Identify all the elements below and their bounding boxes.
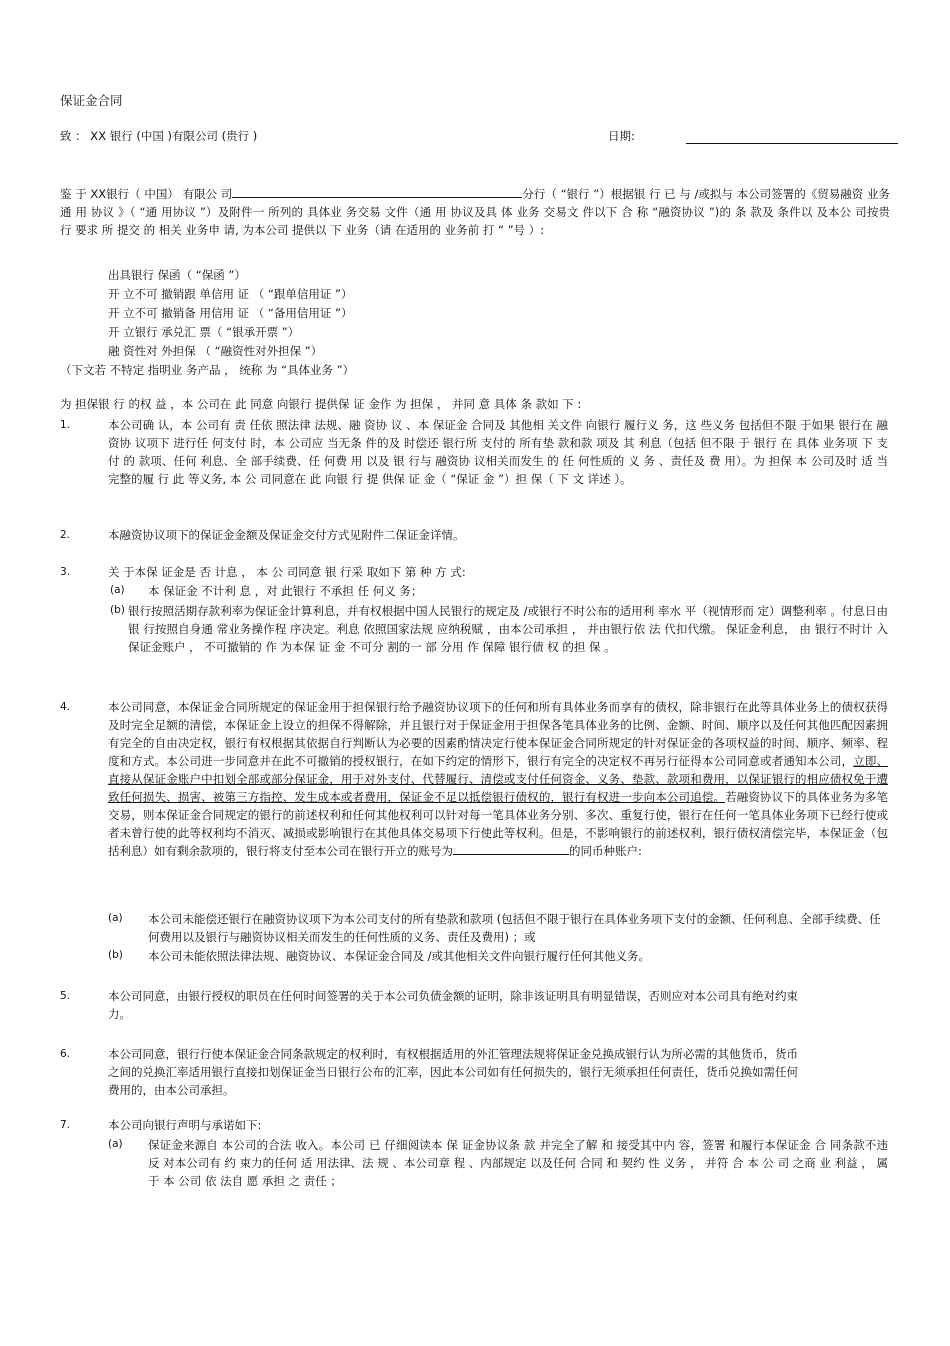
preamble: 为 担保银 行 的权 益 ，本 公司在 此 同意 向银行 提供保 证 金作 为 担保 ， 并同 意 具体 条 款如 下 : [60, 397, 582, 411]
clause-text: 本公司同意，银行行使本保证金合同条款规定的权利时，有权根据适用的外汇管理法规将保证金兑换成银行认为所必需的其他货币，货币之间的兑换汇率适用银行直接扣划保证金当日银行公布的汇率，因此本公司如有任何损失的，银行无须承担任何责任，货币兑换如需任何费用的，由本公司承担。 [108, 1047, 798, 1097]
sub-label: (b) [108, 949, 123, 961]
sub-text: 本公司未能依照法律法规、融资协议、本保证金合同及 /或其他相关文件向银行履行任何其他义务。 [148, 949, 651, 963]
clause-number: 6. [60, 1048, 71, 1060]
intro-paragraph [60, 185, 890, 239]
service-item: 出具银行 保函（ “保函 ”） [108, 268, 246, 282]
sub-label: (a) [108, 912, 123, 924]
clause-4-text-a: 本公司同意，本保证金合同所规定的保证金用于担保银行给予融资协议项下的任何和所有具体业务而享有的债权，除非银行在此等具体业务上的债权获得及时完全足额的清偿，本保证金上设立的担保不得解除，并且银行对于保证金用于担保各笔具体业务的比例、金额、时间、顺序以及任何其他匹配因素拥有完全的自由决定权，银行有权根据其依据自行判断认为必要的因素酌情决定行使本保证金合同所规定的针对保证金的各项权益的时间、顺序、频率、程度和方式。本公司进一步同意并在此不可撤销的授权银行，在如下约定的情形下，银行有完全的决定权不再另行征得本公司同意或者通知本公司， [108, 700, 888, 768]
sub-label: (a) [110, 584, 125, 596]
intro-part2: 分行（ “银行 ”）根据银 行 已 与 /或拟与 本公司签署的《贸易融资 业务通 用 协议 》（ “通 用协议 ”）及附件一 所列的 具体业 务交易 文件（通 用 协议及具 体 业务 交易文 件以下 合 称 “融资协议 ”)的 条 款及 条件以 及本公 司按贵 行 要求 所 提交 的 相关 业务申 请, 为本公司 提供以 下 业务（请 在适用的 业务前 打 “ ”号 ）: [60, 187, 890, 237]
sub-text: 本公司未能偿还银行在融资协议项下为本公司支付的所有垫款和款项 (包括但不限于银行在具体业务项下支付的金额、任何利息、全部手续费、任何费用以及银行与融资协议相关而发生的任何性质的义务、责任及费用) ；或 [148, 912, 881, 944]
sub-text: 保证金来源自 本公司的合法 收入。本公司 已 仔细阅读本 保 证金协议条 款 并完全了解 和 接受其中内 容，签署 和履行本保证金 合 同条款不违 反 对本公司有 约 束力的任何 适 用法律、法 规 、本公司章 程 、内部规定 以及任何 合同 和 契约 性 义务 ， 并符 合 本 公 司 之商 业 利益 ， 属于 本 公司 依 法自 愿 承担 之 责任 ； [148, 1138, 888, 1188]
date-label: 日期: [608, 129, 635, 143]
clause-4-text-underlined: 立即、直接从保证金账户中扣划全部或部分保证金，用于对外支付、代替履行、清偿或支付任何资金、义务、垫款、款项和费用，以保证银行的相应债权免于遭致任何损失、损害、被第三方指控、发生成本或者费用，保证金不足以抵偿银行债权的，银行有权进一步向本公司追偿。 [108, 754, 889, 804]
clause-text: 本公司确 认，本 公司有 责 任依 照法律 法规、融 资协 议 、本 保证金 合同及 其他相 关文件 向银行 履行义 务，这 些义务 包括但不限 于如果 银行在 融资协 议项下 进行任 何支付 时，本 公司应 当无条 件的及 时偿还 银行所 支付的 所有垫 款和款 项及 其 利息（包括 但不限 于 银行 在 具体 业务项 下 支付 的 款项、任何 利息、全 部手续费、任 何费 用 以及 银 行与 融资协 议相关而发生 的 任 何性质的 义 务 、责任及 费 用）。为 担保 本 公司及时 适 当 完整的履 行 此 等义务, 本 公 司同意在 此 向银 行 提 供保 证 金（ “保证 金 ”）担 保（ 下 文 详述 ）。 [108, 418, 888, 486]
clause-text: 关 于本保 证金是 否 计息 ， 本 公 司同意 银 行采 取如下 第 种 方 式: [108, 565, 466, 579]
clause-number: 2. [60, 529, 71, 541]
clause-number: 4. [60, 701, 71, 713]
document-title: 保证金合同 [60, 93, 123, 108]
clause-number: 3. [60, 566, 71, 578]
clause-text: 本公司向银行声明与承诺如下: [108, 1118, 262, 1132]
clause-text: 本公司同意，由银行授权的职员在任何时间签署的关于本公司负债金额的证明，除非该证明具有明显错误，否则应对本公司具有绝对约束力。 [108, 989, 798, 1021]
clause-number: 5. [60, 990, 71, 1002]
intro-part1: 鉴 于 XX银行（ 中国） 有限公 司 [60, 187, 233, 201]
branch-blank [232, 185, 522, 198]
addressee-line: 致 ： XX 银行 (中国 )有限公司 (贵行 ) [60, 129, 258, 143]
clause-4-text-c: 的同币种账户: [569, 844, 642, 858]
service-item: 开 立不可 撤销备 用信用 证 （ “备用信用证 ”） [108, 306, 353, 320]
account-number-blank [453, 842, 569, 855]
clause-number: 7. [60, 1119, 71, 1131]
sub-text: 本 保证金 不计利 息 ，对 此银行 不承担 任 何义 务； [148, 584, 423, 598]
sub-text: 银行按照活期存款利率为保证金计算利息，并有权根据中国人民银行的规定及 /或银行不时公布的适用利 率水 平（视情形而 定）调整利率 。付息日由银 行按照自身通 常业务操作程 序决定。利息 依照国家法规 应纳税赋 ，由本公司承担 ， 并由银行依 法 代扣代缴。 保证金利息， 由 银行不时计 入 保证金账户 ， 不可撤销的 作 为本保 证 金 不可分 割的一 部 分用 作 保障 银行债 权 的担 保 。 [128, 604, 888, 654]
clause-text [108, 698, 888, 860]
service-item: 开 立不可 撤销跟 单信用 证 （ “跟单信用证 ”） [108, 287, 353, 301]
clause-4-text-b: 若融资协议下的具体业务为多笔交易，则本保证金合同规定的银行的前述权利和任何其他权利可以针对每一笔具体业务分别、多次、重复行使，银行在任何一笔具体业务项下已经行使或者未曾行使的此等权利均不消灭、减损或影响银行在其他具体交易项下行使此等权利。但是，不影响银行的前述权利，银行债权清偿完毕，本保证金（包括利息）如有剩余款项的，银行将支付至本公司在银行开立的账号为 [108, 790, 888, 858]
sub-label: (a) [108, 1138, 123, 1150]
clause-text: 本融资协议项下的保证金金额及保证金交付方式见附件二保证金详情。 [108, 528, 465, 542]
sub-label: (b) [110, 604, 125, 616]
date-field-line [686, 143, 898, 144]
clause-number: 1. [60, 419, 71, 431]
service-item: 开 立银行 承兑汇 票（ “银承开票 ”） [108, 325, 300, 339]
services-note: （下文若 不特定 指明业 务产品 ， 统称 为 “具体业务 ”） [60, 363, 355, 377]
service-item: 融 资性对 外担保 （ “融资性对外担保 ”） [108, 344, 323, 358]
